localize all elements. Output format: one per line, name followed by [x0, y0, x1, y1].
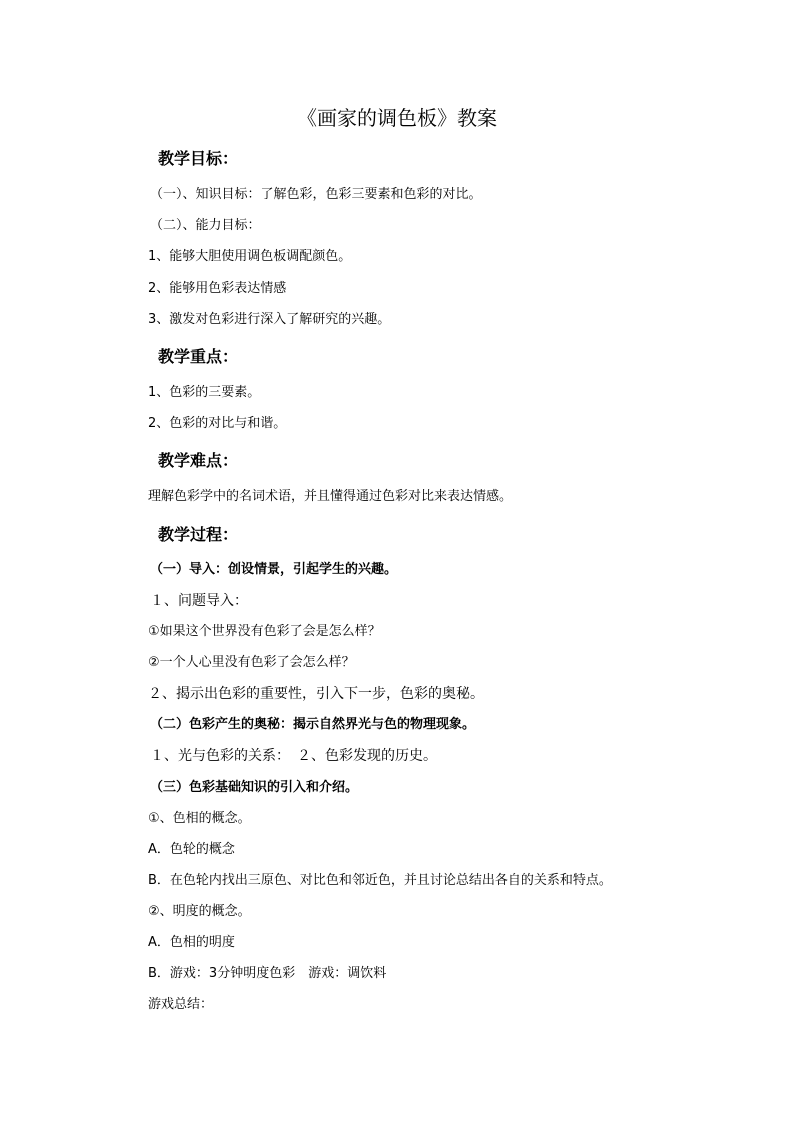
process-line: ①、色相的概念。 [148, 811, 251, 826]
difficulty-line: 理解色彩学中的名词术语，并且懂得通过色彩对比来表达情感。 [148, 489, 513, 504]
objective-line: （二）、能力目标： [150, 218, 261, 233]
document-title: 《画家的调色板》教案 [297, 106, 497, 130]
process-line: ①如果这个世界没有色彩了会是怎么样？ [148, 624, 381, 639]
objective-line: 3、激发对色彩进行深入了解研究的兴趣。 [148, 312, 391, 327]
objective-line: 1、能够大胆使用调色板调配颜色。 [148, 249, 352, 264]
heading-objectives: 教学目标： [158, 149, 239, 168]
heading-key-points: 教学重点： [158, 347, 239, 366]
process-line: A．色相的明度 [148, 935, 235, 950]
process-line: B．在色轮内找出三原色、对比色和邻近色，并且讨论总结出各自的关系和特点。 [148, 873, 612, 888]
process-line: ②、明度的概念。 [148, 904, 251, 919]
process-line: １、问题导入： [150, 593, 248, 609]
key-point-line: 2、色彩的对比与和谐。 [148, 416, 287, 431]
process-subheading: （二）色彩产生的奥秘：揭示自然界光与色的物理现象。 [150, 717, 476, 732]
process-line: ２、揭示出色彩的重要性，引入下一步，色彩的奥秘。 [148, 686, 484, 702]
process-line: １、光与色彩的关系： ２、色彩发现的历史。 [150, 748, 437, 764]
process-line: 游戏总结： [148, 997, 214, 1012]
objective-line: 2、能够用色彩表达情感 [148, 281, 287, 296]
process-subheading: （一）导入：创设情景，引起学生的兴趣。 [150, 562, 398, 577]
heading-process: 教学过程： [158, 525, 239, 544]
key-point-line: 1、色彩的三要素。 [148, 385, 261, 400]
objective-line: （一）、知识目标：了解色彩，色彩三要素和色彩的对比。 [150, 187, 482, 202]
process-line: A．色轮的概念 [148, 842, 235, 857]
process-subheading: （三）色彩基础知识的引入和介绍。 [150, 780, 359, 795]
process-line: ②一个人心里没有色彩了会怎么样？ [148, 655, 355, 670]
heading-difficulties: 教学难点： [158, 451, 239, 470]
process-line: B．游戏：3分钟明度色彩 游戏：调饮料 [148, 966, 387, 981]
